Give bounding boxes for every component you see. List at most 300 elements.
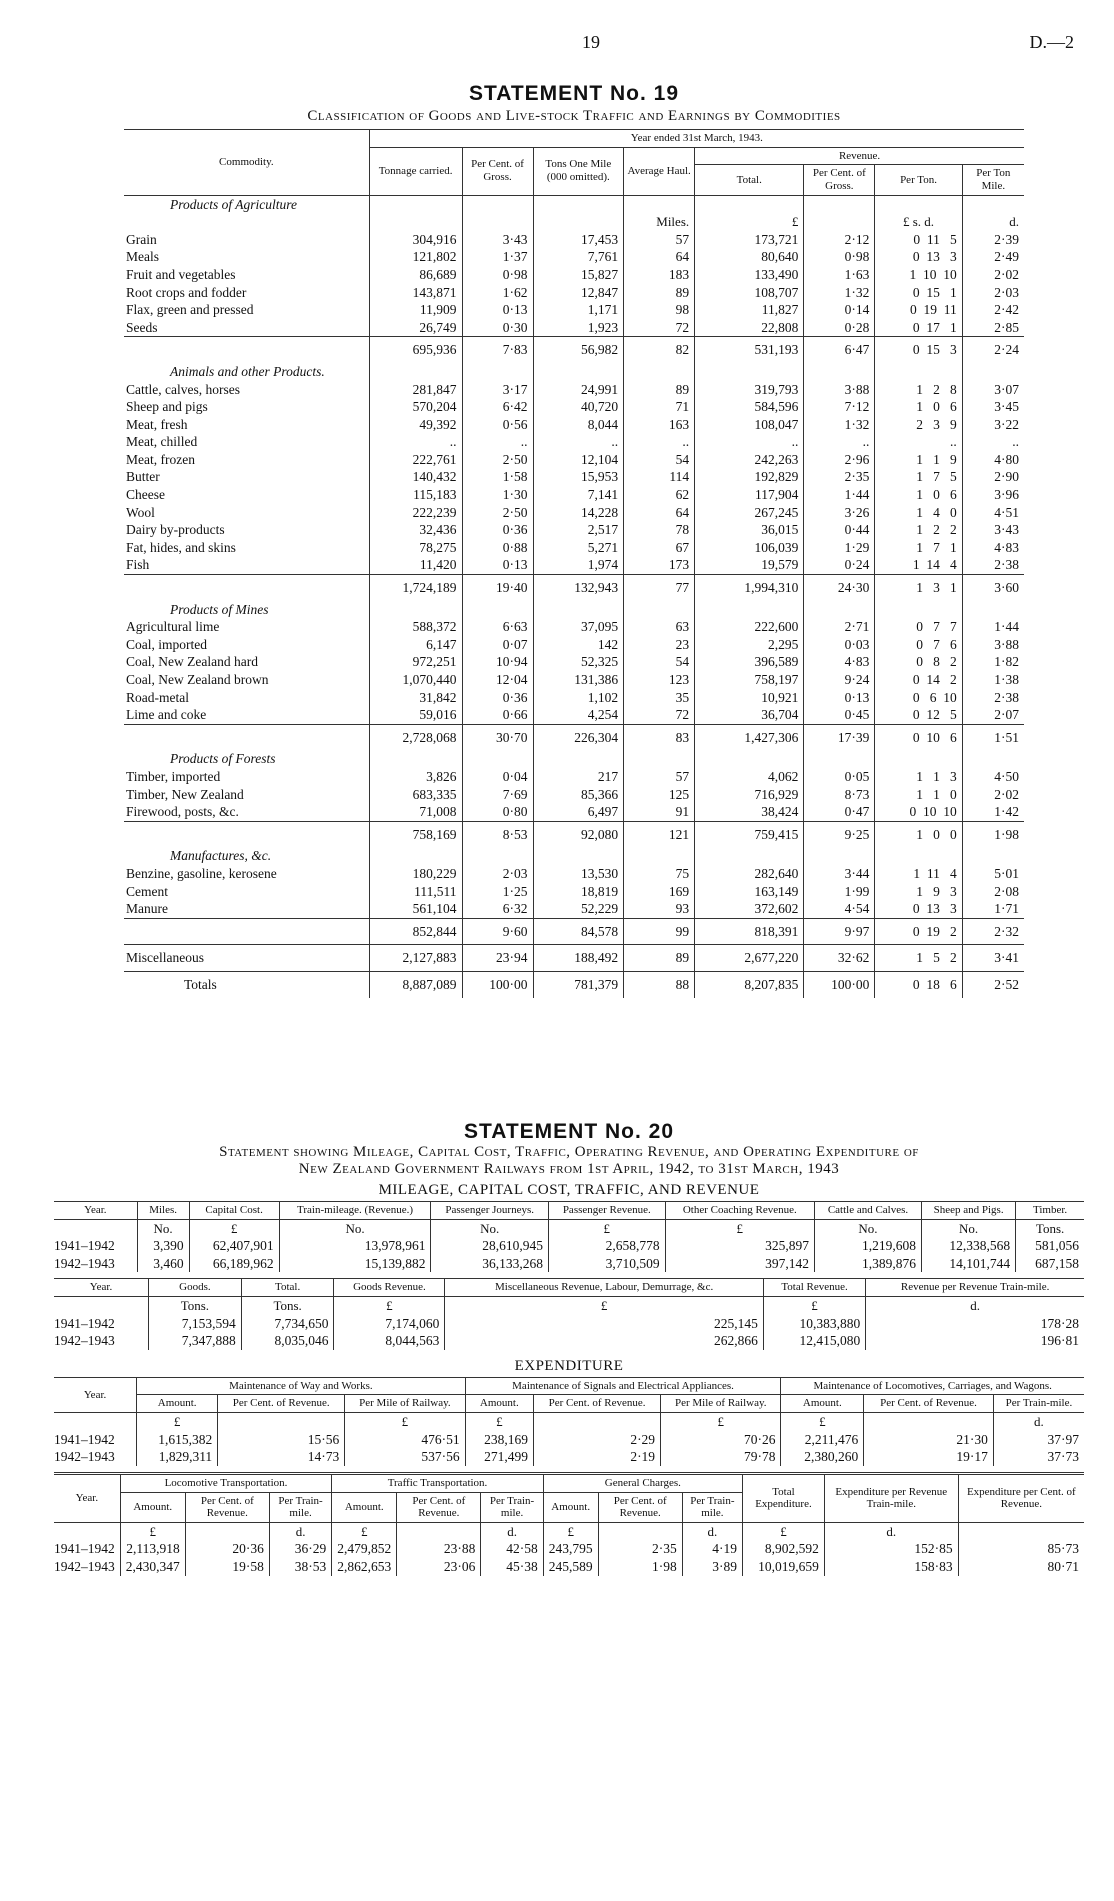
data-cell: 4·19 xyxy=(682,1540,742,1558)
data-cell: 537·56 xyxy=(345,1448,465,1466)
subtotal-cell: 2·32 xyxy=(962,918,1024,945)
data-cell: 114 xyxy=(624,468,695,486)
data-cell: 6,147 xyxy=(369,636,462,654)
data-cell: 11,420 xyxy=(369,556,462,574)
data-cell: 1,615,382 xyxy=(137,1431,218,1449)
data-cell: 86,689 xyxy=(369,266,462,284)
sub-header-row xyxy=(54,1395,1084,1413)
data-cell: 8,044,563 xyxy=(334,1332,445,1350)
group-heading-row xyxy=(124,363,1024,381)
unit-cell: d. xyxy=(682,1522,742,1540)
data-cell: 0·56 xyxy=(462,416,533,434)
data-cell: 0 19 11 xyxy=(875,301,962,319)
data-cell: 242,263 xyxy=(695,451,804,469)
data-cell: 1,102 xyxy=(533,689,624,707)
empty-cell xyxy=(962,195,1024,213)
subtotal-cell: 0 10 6 xyxy=(875,724,962,750)
totals-label: Totals xyxy=(124,971,369,997)
sub-header: Per Mile of Railway. xyxy=(345,1395,465,1413)
data-cell: 15·56 xyxy=(218,1431,345,1449)
units-row xyxy=(54,1413,1084,1431)
data-cell: 2 3 9 xyxy=(875,416,962,434)
commodity-row xyxy=(124,618,1024,636)
data-cell: 21·30 xyxy=(864,1431,994,1449)
data-cell: 0·98 xyxy=(462,266,533,284)
data-cell: 1,974 xyxy=(533,556,624,574)
data-cell: 0 15 1 xyxy=(875,284,962,302)
subtotal-cell: 3·60 xyxy=(962,575,1024,601)
unit-cell: £ xyxy=(548,1219,665,1237)
group-header: Maintenance of Signals and Electrical Appliances. xyxy=(465,1377,781,1395)
subtotal-cell: 818,391 xyxy=(695,918,804,945)
sub-header: Per Train-mile. xyxy=(269,1492,331,1522)
data-cell: 1·37 xyxy=(462,248,533,266)
data-cell: 2·50 xyxy=(462,451,533,469)
sub-header: Per Cent. of Revenue. xyxy=(534,1395,661,1413)
data-cell: 37,095 xyxy=(533,618,624,636)
data-cell: 2,517 xyxy=(533,521,624,539)
data-cell: 0 7 7 xyxy=(875,618,962,636)
unit-cell: £ xyxy=(345,1413,465,1431)
subtotal-cell: 759,415 xyxy=(695,821,804,847)
unit-cell: £ xyxy=(742,1522,824,1540)
data-cell: 8,902,592 xyxy=(742,1540,824,1558)
data-cell: 12,415,080 xyxy=(763,1332,865,1350)
col-total: Total. xyxy=(695,165,804,195)
data-cell: 13,530 xyxy=(533,865,624,883)
data-cell: 561,104 xyxy=(369,900,462,918)
unit-cell: No. xyxy=(137,1219,189,1237)
commodity-row xyxy=(124,900,1024,918)
col-header: Capital Cost. xyxy=(189,1202,279,1220)
miscellaneous-cell: 1 5 2 xyxy=(875,945,962,972)
data-cell: 584,596 xyxy=(695,398,804,416)
commodity-row xyxy=(124,398,1024,416)
subtotal-cell: 30·70 xyxy=(462,724,533,750)
data-cell: 1·29 xyxy=(804,539,875,557)
statement-19-subtitle: Classification of Goods and Live-stock Traffic and Earnings by Commodities xyxy=(307,108,841,124)
totals-cell: 100·00 xyxy=(462,971,533,997)
unit-cell: Tons. xyxy=(149,1297,242,1315)
totals-row xyxy=(124,971,1024,997)
col-commodity: Commodity. xyxy=(124,130,369,196)
commodity-row xyxy=(124,671,1024,689)
col-header: Other Coaching Revenue. xyxy=(665,1202,814,1220)
commodity-row xyxy=(124,486,1024,504)
unit-cell xyxy=(124,213,369,231)
data-cell: 24,991 xyxy=(533,381,624,399)
data-cell: 2,862,653 xyxy=(332,1558,397,1576)
year-cell: 1941–1942 xyxy=(54,1541,115,1557)
data-cell: 11,827 xyxy=(695,301,804,319)
data-cell: 75 xyxy=(624,865,695,883)
data-cell: 7,761 xyxy=(533,248,624,266)
data-cell: 1 4 0 xyxy=(875,504,962,522)
data-cell: 67 xyxy=(624,539,695,557)
group-header: Traffic Transportation. xyxy=(332,1473,544,1492)
data-cell: 1·63 xyxy=(804,266,875,284)
data-cell: 0·07 xyxy=(462,636,533,654)
unit-cell: £ xyxy=(120,1522,185,1540)
data-cell: 2,295 xyxy=(695,636,804,654)
data-cell: 1·25 xyxy=(462,883,533,901)
data-cell: 91 xyxy=(624,803,695,821)
data-cell: 1·30 xyxy=(462,486,533,504)
data-cell: 0·28 xyxy=(804,319,875,337)
year-cell: 1941–1942 xyxy=(54,1238,115,1254)
data-cell: 2·07 xyxy=(962,706,1024,724)
unit-cell xyxy=(369,213,462,231)
data-cell: 1 7 5 xyxy=(875,468,962,486)
col-header: Train-mileage. (Revenue.) xyxy=(279,1202,431,1220)
data-cell: 133,490 xyxy=(695,266,804,284)
subtotal-cell: 9·60 xyxy=(462,918,533,945)
unit-cell xyxy=(185,1522,269,1540)
empty-cell xyxy=(533,363,624,381)
col-header: Year. xyxy=(54,1279,149,1297)
totals-cell: 8,207,835 xyxy=(695,971,804,997)
commodity-name: Fruit and vegetables xyxy=(126,266,236,282)
data-cell: 1·44 xyxy=(962,618,1024,636)
commodity-name: Coal, New Zealand hard xyxy=(126,654,258,670)
empty-cell xyxy=(804,195,875,213)
empty-cell xyxy=(695,601,804,619)
group-heading: Manufactures, &c. xyxy=(170,848,272,864)
commodity-name: Firewood, posts, &c. xyxy=(126,804,239,820)
data-cell: 3·43 xyxy=(962,521,1024,539)
unit-cell: No. xyxy=(922,1219,1016,1237)
sub-header: Per Cent. of Revenue. xyxy=(218,1395,345,1413)
data-cell: 238,169 xyxy=(465,1431,533,1449)
commodity-name: Agricultural lime xyxy=(126,619,220,635)
data-cell: 1·98 xyxy=(598,1558,682,1576)
subtotal-cell: 531,193 xyxy=(695,337,804,363)
sub-header: Per Cent. of Revenue. xyxy=(598,1492,682,1522)
data-cell: 57 xyxy=(624,231,695,249)
data-cell: 758,197 xyxy=(695,671,804,689)
sub-header: Amount. xyxy=(465,1395,533,1413)
data-cell: 2·12 xyxy=(804,231,875,249)
data-cell: 163,149 xyxy=(695,883,804,901)
commodity-name: Cement xyxy=(126,883,168,899)
commodity-name: Wool xyxy=(126,504,155,520)
data-cell: 85,366 xyxy=(533,786,624,804)
data-cell: 23·06 xyxy=(397,1558,481,1576)
empty-cell xyxy=(462,750,533,768)
commodity-row xyxy=(124,266,1024,284)
units-row xyxy=(54,1219,1084,1237)
data-cell: 0 14 2 xyxy=(875,671,962,689)
sub-header: Per Cent. of Revenue. xyxy=(397,1492,481,1522)
data-cell: 80,640 xyxy=(695,248,804,266)
data-cell: 22,808 xyxy=(695,319,804,337)
data-cell: 64 xyxy=(624,504,695,522)
data-cell: 10·94 xyxy=(462,653,533,671)
data-cell: 2·35 xyxy=(804,468,875,486)
data-cell: 37·97 xyxy=(993,1431,1084,1449)
empty-cell xyxy=(962,363,1024,381)
data-cell: 0·05 xyxy=(804,768,875,786)
data-cell: 2,430,347 xyxy=(120,1558,185,1576)
sub-header: Per Train-mile. xyxy=(993,1395,1084,1413)
data-cell: 117,904 xyxy=(695,486,804,504)
data-cell: 2·02 xyxy=(962,266,1024,284)
data-cell: 98 xyxy=(624,301,695,319)
data-cell: 1 0 6 xyxy=(875,486,962,504)
data-cell: 7,153,594 xyxy=(149,1315,242,1333)
empty-cell xyxy=(624,750,695,768)
subtotal-cell: 99 xyxy=(624,918,695,945)
data-cell: 11,909 xyxy=(369,301,462,319)
data-cell: 0·88 xyxy=(462,539,533,557)
data-cell: 7,174,060 xyxy=(334,1315,445,1333)
unit-cell: d. xyxy=(962,213,1024,231)
data-cell: 0·66 xyxy=(462,706,533,724)
data-cell: 225,145 xyxy=(445,1315,764,1333)
data-cell: .. xyxy=(875,433,962,451)
table-row xyxy=(54,1255,1084,1273)
miscellaneous-label: Miscellaneous xyxy=(124,945,369,972)
data-cell: 1·71 xyxy=(962,900,1024,918)
commodity-row xyxy=(124,301,1024,319)
data-cell: 12,104 xyxy=(533,451,624,469)
subtotal-cell: 9·25 xyxy=(804,821,875,847)
unit-cell: Tons. xyxy=(241,1297,334,1315)
data-cell: 4·83 xyxy=(804,653,875,671)
col-header: Miscellaneous Revenue, Labour, Demurrage, &c. xyxy=(445,1279,764,1297)
data-cell: 683,335 xyxy=(369,786,462,804)
unit-cell: £ xyxy=(332,1522,397,1540)
subtotal-cell: 1 3 1 xyxy=(875,575,962,601)
data-cell: 93 xyxy=(624,900,695,918)
data-cell: 1,923 xyxy=(533,319,624,337)
data-cell: 8·73 xyxy=(804,786,875,804)
group-heading-row xyxy=(124,195,1024,213)
group-header: Maintenance of Locomotives, Carriages, and Wagons. xyxy=(781,1377,1084,1395)
commodity-row xyxy=(124,865,1024,883)
sub-header: Amount. xyxy=(332,1492,397,1522)
data-cell: 325,897 xyxy=(665,1237,814,1255)
commodity-row xyxy=(124,231,1024,249)
col-exp-per-mile: Expenditure per Revenue Train-mile. xyxy=(824,1473,958,1522)
subtotal-cell: 19·40 xyxy=(462,575,533,601)
commodity-name: Meals xyxy=(126,249,159,265)
data-cell: 0·13 xyxy=(462,556,533,574)
group-header: Maintenance of Way and Works. xyxy=(137,1377,465,1395)
data-cell: 3·44 xyxy=(804,865,875,883)
units-row xyxy=(54,1522,1084,1540)
data-cell: 3·22 xyxy=(962,416,1024,434)
data-cell: 12,338,568 xyxy=(922,1237,1016,1255)
data-cell: 13,978,961 xyxy=(279,1237,431,1255)
empty-cell xyxy=(124,918,369,945)
data-cell: 64 xyxy=(624,248,695,266)
col-header: Total. xyxy=(241,1279,334,1297)
totals-cell: 0 18 6 xyxy=(875,971,962,997)
unit-cell: Tons. xyxy=(1016,1219,1084,1237)
unit-cell: £ xyxy=(465,1413,533,1431)
subtotal-cell: 1,994,310 xyxy=(695,575,804,601)
data-cell: 3·43 xyxy=(462,231,533,249)
group-heading-row xyxy=(124,750,1024,768)
data-cell: 6·42 xyxy=(462,398,533,416)
data-cell: 1·44 xyxy=(804,486,875,504)
commodity-row xyxy=(124,521,1024,539)
data-cell: 1 2 8 xyxy=(875,381,962,399)
unit-cell xyxy=(462,213,533,231)
group-header-row xyxy=(54,1473,1084,1492)
data-cell: 0 11 5 xyxy=(875,231,962,249)
data-cell: 570,204 xyxy=(369,398,462,416)
section-expenditure-title: EXPENDITURE xyxy=(514,1357,624,1374)
empty-cell xyxy=(462,363,533,381)
data-cell: 17,453 xyxy=(533,231,624,249)
commodity-row xyxy=(124,319,1024,337)
data-cell: 0·44 xyxy=(804,521,875,539)
data-cell: 1 14 4 xyxy=(875,556,962,574)
data-cell: 4,062 xyxy=(695,768,804,786)
totals-cell: 2·52 xyxy=(962,971,1024,997)
data-cell: 72 xyxy=(624,319,695,337)
unit-cell: £ xyxy=(334,1297,445,1315)
commodity-row xyxy=(124,706,1024,724)
subtotal-cell: 226,304 xyxy=(533,724,624,750)
commodity-name: Road-metal xyxy=(126,689,189,705)
commodity-row xyxy=(124,689,1024,707)
data-cell: 3,460 xyxy=(137,1255,189,1273)
group-heading: Products of Forests xyxy=(170,751,276,767)
data-cell: 158·83 xyxy=(824,1558,958,1576)
miscellaneous-cell: 3·41 xyxy=(962,945,1024,972)
data-cell: 152·85 xyxy=(824,1540,958,1558)
data-cell: 0·14 xyxy=(804,301,875,319)
unit-cell: d. xyxy=(481,1522,543,1540)
data-cell: 2·19 xyxy=(534,1448,661,1466)
data-cell: 476·51 xyxy=(345,1431,465,1449)
year-cell: 1941–1942 xyxy=(54,1431,115,1447)
data-cell: 10,019,659 xyxy=(742,1558,824,1576)
data-cell: 7·12 xyxy=(804,398,875,416)
empty-cell xyxy=(533,195,624,213)
data-cell: 10,921 xyxy=(695,689,804,707)
empty-cell xyxy=(462,601,533,619)
commodity-name: Lime and coke xyxy=(126,707,207,723)
totals-cell: 88 xyxy=(624,971,695,997)
unit-cell: d. xyxy=(993,1413,1084,1431)
commodity-row xyxy=(124,539,1024,557)
data-cell: 2·08 xyxy=(962,883,1024,901)
commodity-name: Meat, frozen xyxy=(126,451,195,467)
data-cell: 3,390 xyxy=(137,1237,189,1255)
data-cell: 121,802 xyxy=(369,248,462,266)
year-cell: 1942–1943 xyxy=(54,1333,115,1349)
data-cell: 26,749 xyxy=(369,319,462,337)
data-cell: 173,721 xyxy=(695,231,804,249)
year-cell: 1942–1943 xyxy=(54,1449,115,1465)
data-cell: 372,602 xyxy=(695,900,804,918)
empty-cell xyxy=(804,847,875,865)
data-cell: 19·17 xyxy=(864,1448,994,1466)
data-cell: 79·78 xyxy=(661,1448,781,1466)
unit-cell: £ xyxy=(445,1297,764,1315)
empty-cell xyxy=(624,601,695,619)
commodity-name: Fish xyxy=(126,557,150,573)
data-cell: 4·83 xyxy=(962,539,1024,557)
empty-cell xyxy=(124,575,369,601)
miscellaneous-cell: 188,492 xyxy=(533,945,624,972)
data-cell: 1·99 xyxy=(804,883,875,901)
data-cell: 36,133,268 xyxy=(431,1255,548,1273)
data-cell: 2·38 xyxy=(962,556,1024,574)
subtotal-cell: 2·24 xyxy=(962,337,1024,363)
data-cell: 3·88 xyxy=(804,381,875,399)
data-cell: 12·04 xyxy=(462,671,533,689)
commodity-name: Fat, hides, and skins xyxy=(126,539,236,555)
col-header: Goods Revenue. xyxy=(334,1279,445,1297)
data-cell: 1 9 3 xyxy=(875,883,962,901)
data-cell: 7,141 xyxy=(533,486,624,504)
empty-cell xyxy=(369,195,462,213)
data-cell: 89 xyxy=(624,381,695,399)
totals-cell: 781,379 xyxy=(533,971,624,997)
subtotal-cell: 77 xyxy=(624,575,695,601)
empty-cell xyxy=(533,750,624,768)
data-cell: 2·50 xyxy=(462,504,533,522)
commodity-name: Coal, New Zealand brown xyxy=(126,672,269,687)
sub-header: Amount. xyxy=(781,1395,864,1413)
subtotal-cell: 1·51 xyxy=(962,724,1024,750)
data-cell: 3·88 xyxy=(962,636,1024,654)
data-cell: 5,271 xyxy=(533,539,624,557)
data-cell: 581,056 xyxy=(1016,1237,1084,1255)
subtotal-cell: 2,728,068 xyxy=(369,724,462,750)
data-cell: 4,254 xyxy=(533,706,624,724)
commodity-row xyxy=(124,416,1024,434)
col-year: Year. xyxy=(54,1377,137,1412)
group-header: General Charges. xyxy=(543,1473,742,1492)
data-cell: 1 11 4 xyxy=(875,865,962,883)
unit-cell xyxy=(54,1413,137,1431)
data-cell: 1,070,440 xyxy=(369,671,462,689)
data-cell: 0·80 xyxy=(462,803,533,821)
empty-cell xyxy=(804,601,875,619)
sub-header: Amount. xyxy=(120,1492,185,1522)
commodity-row xyxy=(124,786,1024,804)
commodity-row xyxy=(124,451,1024,469)
group-heading: Products of Agriculture xyxy=(170,196,297,212)
data-cell: 32,436 xyxy=(369,521,462,539)
data-cell: 222,761 xyxy=(369,451,462,469)
empty-cell xyxy=(875,847,962,865)
subtotal-cell: 56,982 xyxy=(533,337,624,363)
empty-cell xyxy=(875,601,962,619)
miscellaneous-cell: 2,677,220 xyxy=(695,945,804,972)
empty-cell xyxy=(695,847,804,865)
col-total-exp: Total Expenditure. xyxy=(742,1473,824,1522)
commodity-name: Cheese xyxy=(126,487,165,503)
empty-cell xyxy=(369,847,462,865)
data-cell: 192,829 xyxy=(695,468,804,486)
unit-cell xyxy=(534,1413,661,1431)
subtotal-cell: 7·83 xyxy=(462,337,533,363)
unit-cell: £ xyxy=(543,1522,598,1540)
data-cell: 71 xyxy=(624,398,695,416)
data-cell: 3·17 xyxy=(462,381,533,399)
unit-cell: £ xyxy=(763,1297,865,1315)
data-cell: 125 xyxy=(624,786,695,804)
data-cell: 52,229 xyxy=(533,900,624,918)
sub-header: Amount. xyxy=(137,1395,218,1413)
